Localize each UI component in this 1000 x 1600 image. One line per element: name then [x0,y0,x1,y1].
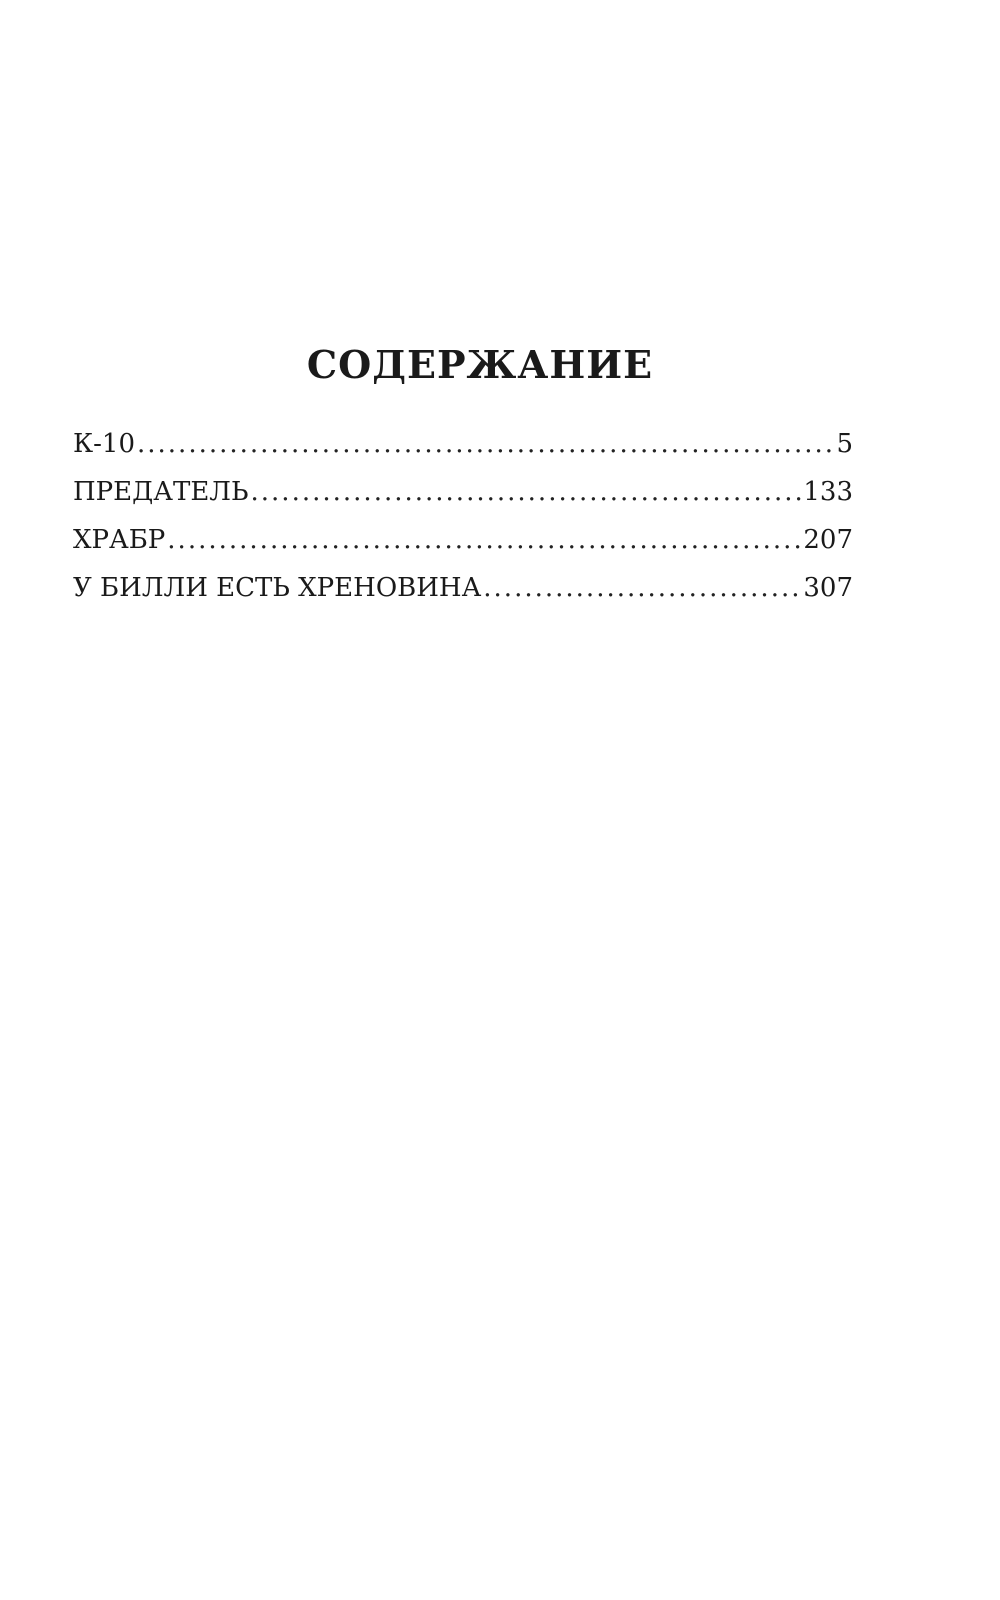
toc-entry-title: ПРЕДАТЕЛЬ [73,477,249,507]
dot-leader [137,420,834,468]
toc-list [73,420,853,612]
dot-leader [167,516,801,564]
toc-entry [73,516,853,564]
toc-entry-page-number: 207 [803,525,853,555]
dot-leader [251,468,802,516]
toc-entry-title: У БИЛЛИ ЕСТЬ ХРЕНОВИНА [73,573,482,603]
toc-entry-page-number: 133 [803,477,853,507]
toc-entry-title: ХРАБР [73,525,166,555]
toc-entry [73,420,853,468]
toc-heading: СОДЕРЖАНИЕ [306,342,654,387]
toc-entry-page-number: 5 [836,429,853,459]
toc-entry-page-number: 307 [803,573,853,603]
toc-entry [73,564,853,612]
dot-leader [483,564,801,612]
toc-entry-title: К-10 [73,429,135,459]
toc-entry [73,468,853,516]
